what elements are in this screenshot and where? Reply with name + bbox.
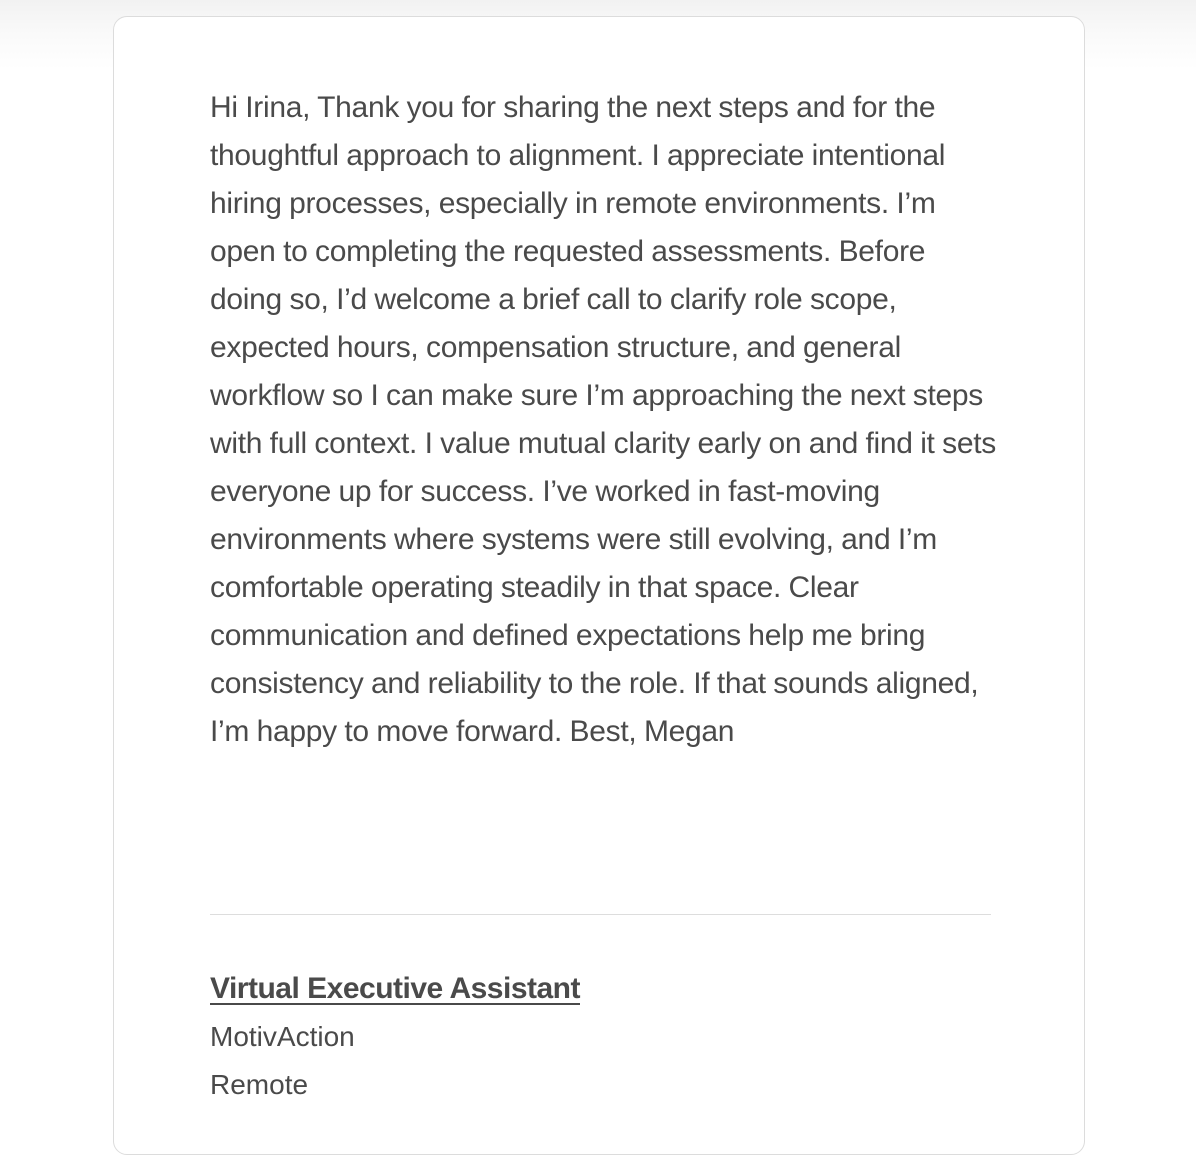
job-location: Remote [210, 1069, 309, 1100]
message-body: Hi Irina, Thank you for sharing the next steps and for the thoughtful approach to alignment. I appreciate intentional hiring processes, especially in remote environments. I’m open to completing the requested assessments. Before doing so, I’d welcome a brief call to clarify role scope, expected hours, compensation structure, and general workflow so I can make sure I’m approaching the next steps with full context. I value mutual clarity early on and find it sets everyone up for success. I’ve worked in fast-moving environments where systems were still evolving, and I’m comfortable operating steadily in that space. Clear communication and defined expectations help me bring consistency and reliability to the role. If that sounds aligned, I’m happy to move forward. Best, Megan [210, 91, 996, 748]
job-info [210, 965, 580, 1109]
job-company: MotivAction [210, 1021, 355, 1052]
job-title-link[interactable]: Virtual Executive Assistant [210, 972, 580, 1005]
divider [210, 914, 991, 915]
message-card [113, 16, 1085, 1155]
